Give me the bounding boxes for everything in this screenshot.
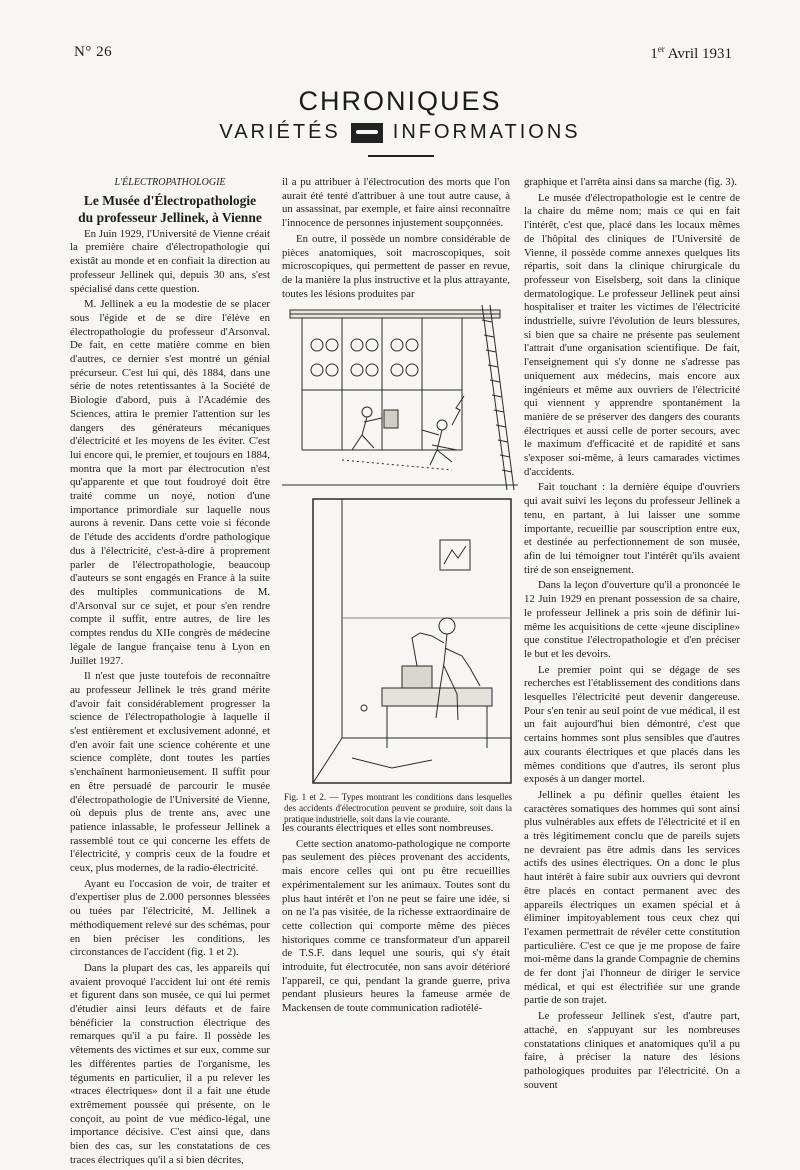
paragraph: Le premier point qui se dégage de ses recherches est l'établissement des conditions dans lesquelles l'électricité peut devenir dangereuse. Pour s'en tenir au seul point de vue médical, il est un fait aujourd'hui bien démontré, c'est que certains hommes sont plus sensibles que d'autres aux courants électriques et que placés dans les mêmes conditions que d'autres, ils seront plus exposés à un danger mortel. — [524, 663, 740, 786]
paragraph: Cette section anatomo-pathologique ne comporte pas seulement des pièces provenant des accidents, mais encore celles qui ont pu être recueillies expérimentalement sur les animaux. Toutes sont du plus haut intérêt et l'on ne peut se faire une idée, si on ne l'a pas visitée, de la richesse extraordinaire de cette collection qui comporte même des pièces historiques comme ce transformateur d'un appareil de T.S.F. dans lequel une souris, qui s'y était introduite, fut électrocutée, non sans avoir détérioré l'appareil, ce qui, pendant la grande guerre, priva pendant plusieurs heures la fameuse armée de Mackensen de toute communication radiotélé- — [282, 837, 510, 1015]
paragraph: Dans la leçon d'ouverture qu'il a prononcée le 12 Juin 1929 en prenant possession de sa chaire, le professeur Jellinek a pris soin de définir lui-même les acquisitions de cette «jeune discipline» que constitue l'électropathologie et d'en préciser le but et les devoirs. — [524, 579, 740, 660]
figure-2-illustration — [312, 498, 512, 784]
masthead — [0, 86, 800, 144]
masthead-subtitle — [0, 121, 800, 144]
column-2-bottom — [282, 822, 510, 1018]
column-1 — [70, 176, 270, 1170]
paragraph: En outre, il possède un nombre considérable de pièces anatomiques, soit macroscopiques, soit microscopiques, qui permettent de passer en revue, de la manière la plus instructive et la plus attrayante, toutes les lésions produites par — [282, 232, 510, 300]
paragraph: Le professeur Jellinek s'est, d'autre part, attaché, en s'appuyant sur les nombreuses constatations cliniques et anatomiques qu'il a pu faire, à préciser la nature des lésions pathologiques produites par l'électricité. On a souvent — [524, 1010, 740, 1091]
headline-line-2: du professeur Jellinek, à Vienne — [78, 209, 262, 225]
masthead-title: CHRONIQUES — [298, 86, 502, 116]
issue-date: 1er Avril 1931 — [650, 44, 732, 62]
issue-number: N° 26 — [74, 44, 113, 60]
masthead-right: INFORMATIONS — [392, 121, 581, 143]
paragraph: il a pu attribuer à l'électrocution des morts que l'on aurait été tenté d'attribuer à une tout autre cause, à un assassinat, par exemple, et faire ainsi reconnaître l'innocence de personnes injustement soupçonnées. — [282, 176, 510, 230]
article-headline — [70, 192, 270, 226]
paragraph: Ayant eu l'occasion de voir, de traiter et d'expertiser plus de 2.000 personnes blessées ou tuées par l'électricité, M. Jellinek a méthodiquement relevé sur des schémas, pour en bien préciser les conditions, les circonstances de l'accident (fig. 1 et 2). — [70, 877, 270, 959]
paragraph: Dans la plupart des cas, les appareils qui avaient provoqué l'accident lui ont été remis et figurent dans son musée, ce qui lui permet d'étudier ainsi leurs défauts et de faire bénéficier la construction électrique des remarques qu'il a pu faire. Il possède les vêtements des victimes et sur eux, comme sur les différentes parties de l'organisme, les téguments en particulier, il a pu relever les «traces électriques» dont il a fait une étude extrêmement poussée qui présente, on le conçoit, au point de vue médico-légal, une importance décisive. C'est ainsi que, dans bien des cas, sur les constatations de ces traces électriques qu'il a si bien décrites, — [70, 961, 270, 1166]
ornament-icon — [351, 123, 383, 143]
paragraph: les courants électriques et elles sont nombreuses. — [282, 822, 494, 834]
headline-line-1: Le Musée d'Électropathologie — [83, 192, 257, 208]
paragraph: Le musée d'électropathologie est le centre de la chaire du même nom; mais ce qui en fait l'intérêt, c'est que, placé dans les locaux mêmes de l'hôpital des cliniques de l'Université de Vienne, il possède comme annexes quelques lits répartis, soit dans la clinique chirurgicale du professeur von Eiselsberg, soit dans la clinique dermatologique. Le professeur Jellinek peut ainsi hospitaliser et traiter les victimes de l'électricité industrielle, suivre l'évolution de leurs blessures, si bien que sa chaire ne présente pas seulement l'attrait d'une organisation scientifique. De fait, l'enseignement qui s'y donne ne s'adresse pas uniquement aux médecins, mais encore aux ingénieurs et même aux ouvriers de l'électricité qui viennent y apprendre spontanément la manière de se préserver des dangers des courants électriques et aussi celle de porter secours, avec le maximum d'efficacité et de rapidité et sans s'exposer soi-même, à leurs camarades victimes d'accidents. — [524, 191, 740, 478]
masthead-rule — [368, 155, 434, 157]
figure-1-illustration — [282, 300, 518, 495]
figure-caption: Fig. 1 et 2. — Types montrant les conditions dans lesquelles des accidents d'électrocution peuvent se produire, soit dans la pratique industrielle, soit dans la vie courante. — [284, 792, 512, 824]
section-kicker: L'ÉLECTROPATHOLOGIE — [114, 177, 226, 188]
column-3 — [524, 176, 740, 1094]
paragraph: En Juin 1929, l'Université de Vienne créait la première chaire d'électropathologie qui existât au monde et en confiait la direction au professeur Jellinek qui, depuis 30 ans, s'est spécialisé dans cette question. — [70, 227, 270, 295]
paragraph: Fait touchant : la dernière équipe d'ouvriers qui avait suivi les leçons du professeur Jellinek a tenu, en partant, à lui laisser une somme importante, recueillie par souscription entre eux, et destinée au perfectionnement de son musée, afin de lui témoigner tout l'intérêt qu'ils avaient tiré de son enseignement. — [524, 481, 740, 576]
paragraph: Il n'est que juste toutefois de reconnaître au professeur Jellinek le très grand mérite d'avoir fait considérablement progresser la science de l'électropathologie à laquelle il s'est entièrement et exclusivement adonné, et d'en avoir fait une science cohérente et une science complète, dont toutes les parties s'enchaînent harmonieusement. Il suffit pour en être persuadé de parcourir le musée d'électropathologie de l'Université de Vienne, où depuis plus de trente ans, avec une patience inlassable, le professeur Jellinek a rassemblé tout ce qui concerne les effets de l'électricité, y compris ceux de la foudre et ceux, plus modernes, de la radio-électricité. — [70, 670, 270, 875]
paragraph: M. Jellinek a eu la modestie de se placer sous l'égide et de se dire l'élève en électropathologie du professeur d'Arsonval. De fait, en cette matière comme en bien d'autres, ce dernier s'est montré un génial précurseur. C'est lui qui, dès 1884, dans une série de notes retentissantes à la Société de Biologie d'abord, puis à l'Académie des Sciences, attira le premier l'attention sur les dangers des générateurs mécaniques d'électricité et les moyens de les éviter. C'est lui encore qui, le premier, et toujours en 1884, montra que la mort par électrocution n'est qu'apparente et que tout foudroyé doit être traité comme un noyé, notion d'une importance primordiale sur laquelle nous aurons à revenir. Dans cette voie si féconde de l'étude des accidents d'ordre pathologique dus à l'électricité, c'est-à-dire à proprement parler de l'électropathologie, beaucoup d'auteurs se sont engagés en France à la suite des multiples communications de M. d'Arsonval sur ce sujet, et pour s'en rendre compte il suffit, entre autres, de lire les comptes rendus du XIIe congrès de médecine légale de langue française tenu à Lyon en Juillet 1927. — [70, 298, 270, 667]
paragraph: Jellinek a pu définir quelles étaient les caractères somatiques des hommes qui sont ainsi plus vulnérables aux effets de l'électricité et il en a très légitimement conclu que de pareils sujets ne devraient pas être admis dans les services actifs des usines électriques. On a donc le plus haut intérêt à faire subir aux ouvriers qui devront être placés en contact permanent avec des appareils électriques un examen spécial et à éliminer impitoyablement tous ceux chez qui l'examen permettrait de révéler cette constitution particulière. C'est ce que je me propose de faire moi-même dans la grande Compagnie de chemins de fer dont j'ai l'honneur de diriger le service médical, et qui est électrifiée sur une grande partie de son trajet. — [524, 788, 740, 1007]
masthead-left: VARIÉTÉS — [219, 121, 341, 143]
paragraph: graphique et l'arrêta ainsi dans sa marche (fig. 3). — [524, 176, 737, 188]
column-2-top — [282, 176, 510, 303]
